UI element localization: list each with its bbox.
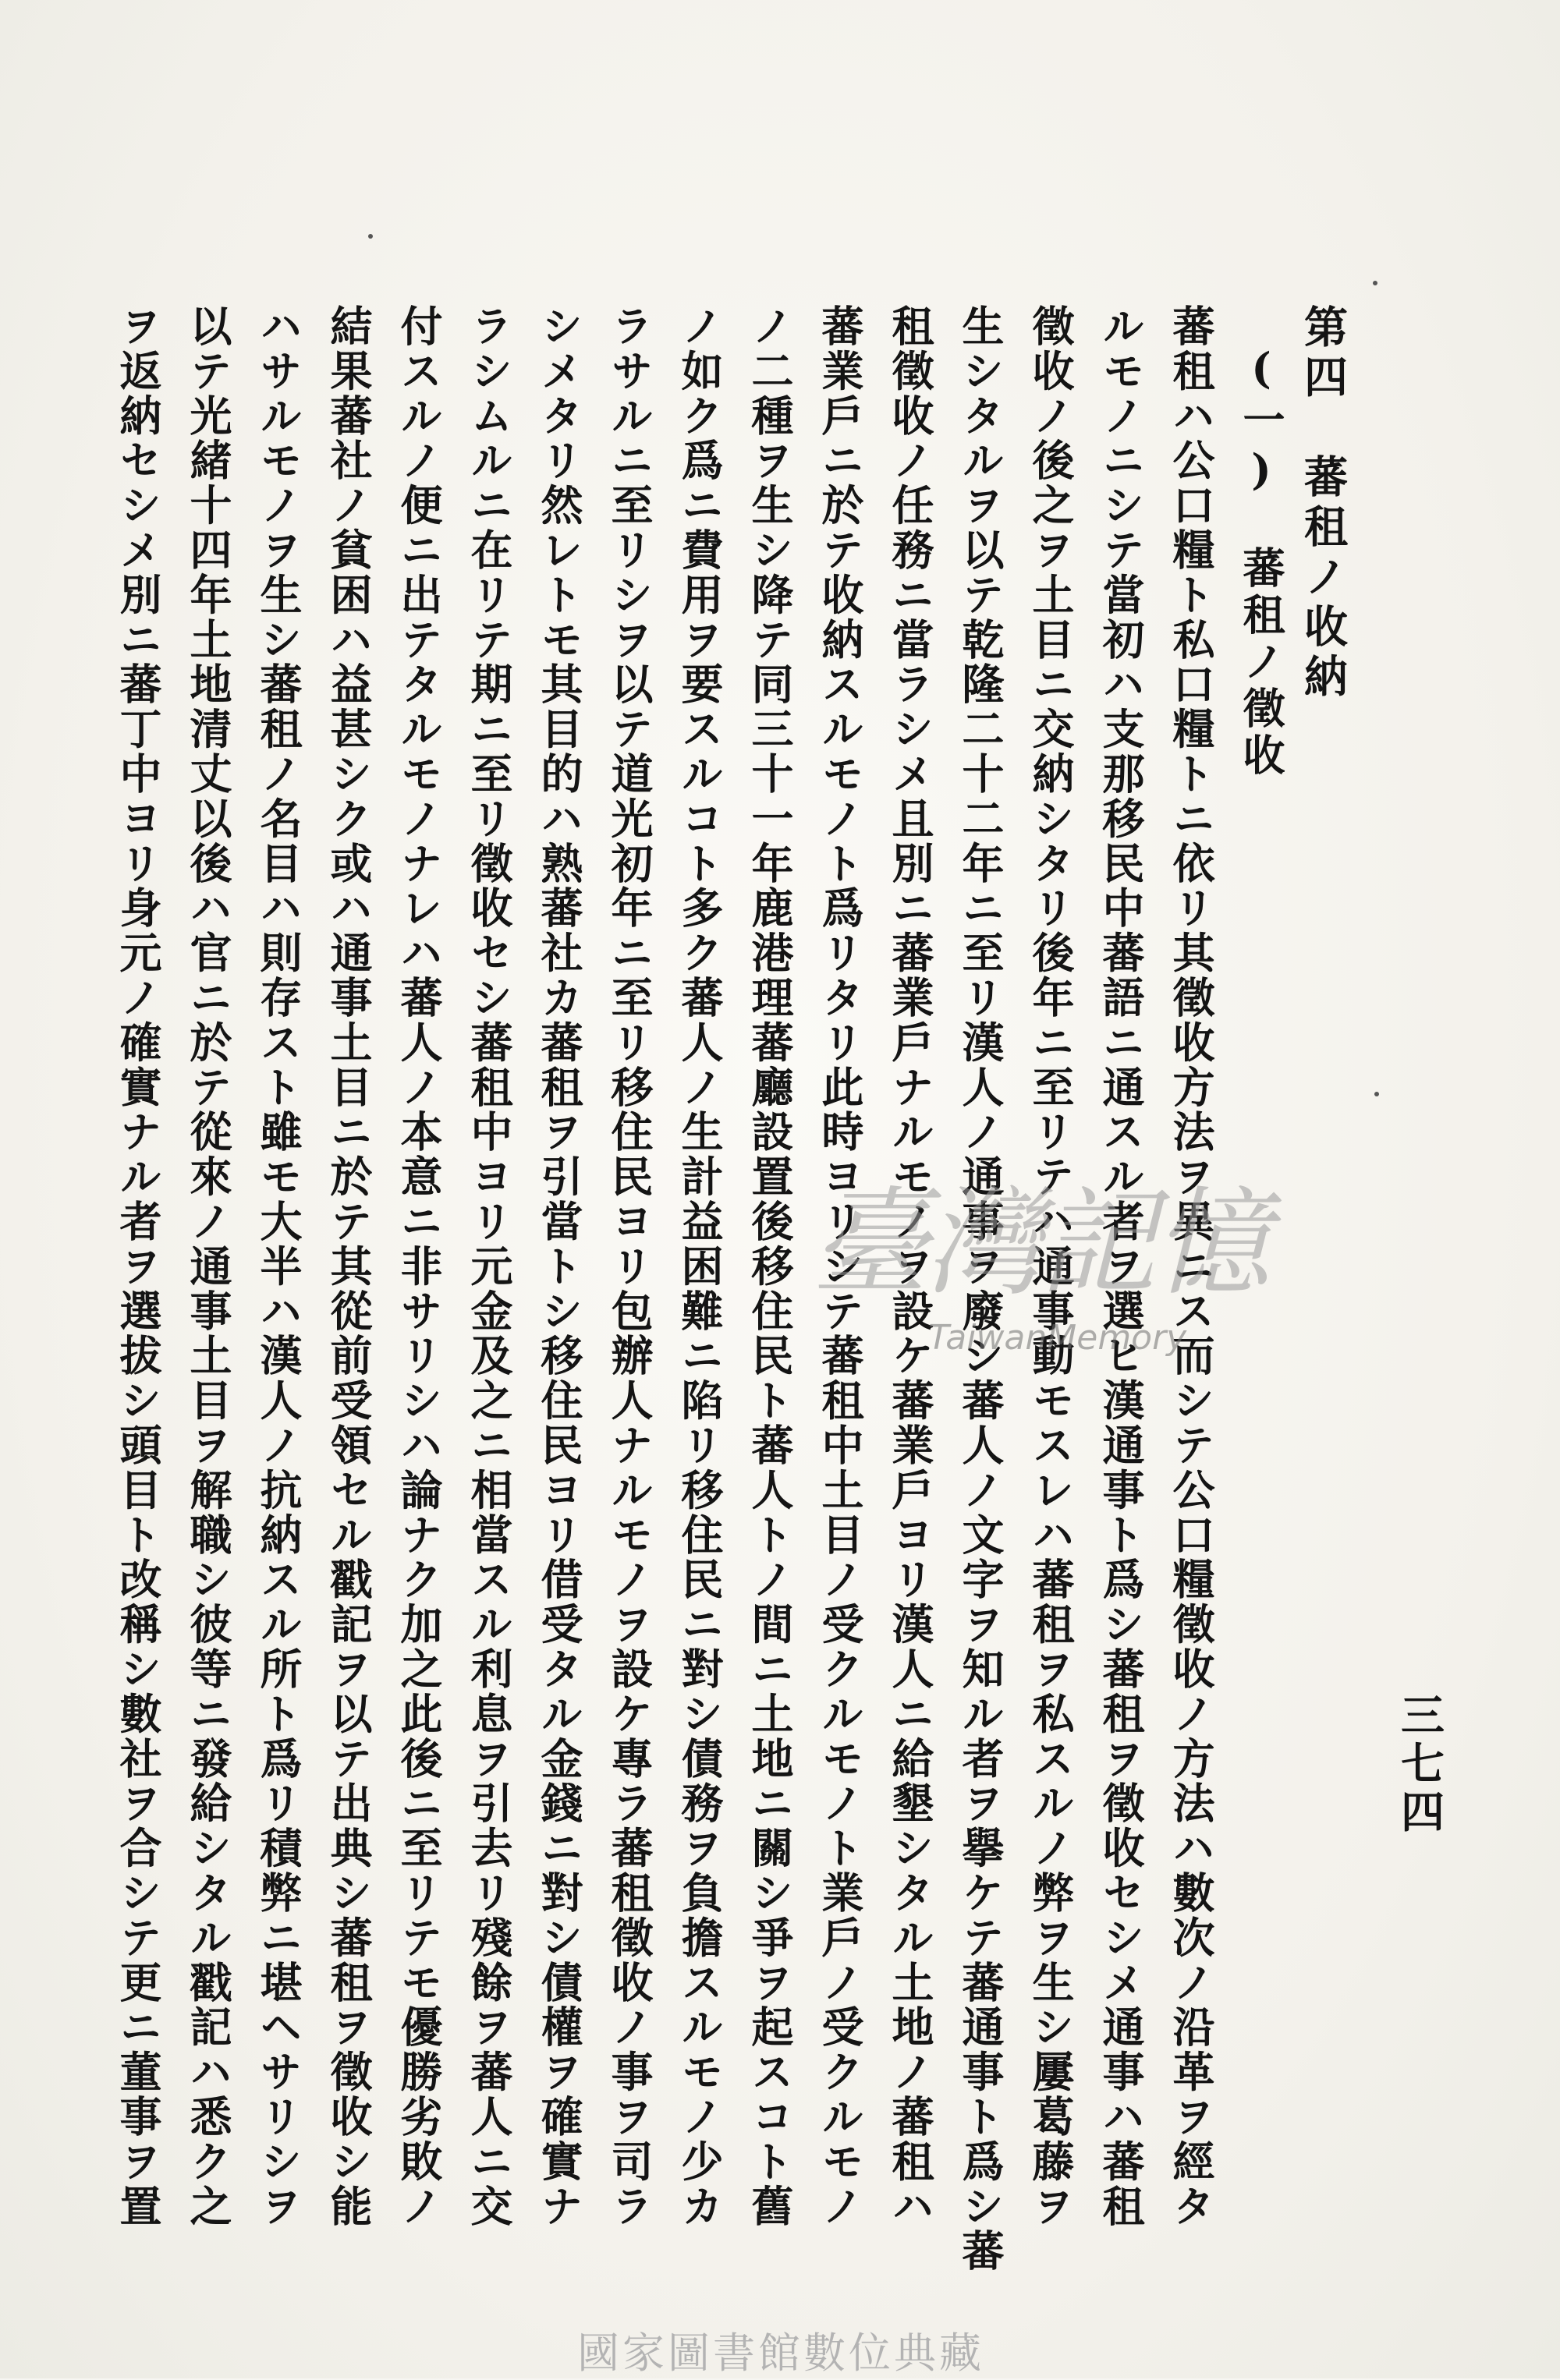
watermark-title: 臺灣記憶 <box>811 1176 1268 1312</box>
text-column: 蕃業戶ニ於テ收納スルモノト爲リタリ此時ヨリシテ蕃租中土目ノ受クルモノト業戶ノ受クルモノ <box>815 304 865 2229</box>
text-column: 生シタルヲ以テ乾隆二十二年ニ至リ漢人ノ通事ヲ廢シ蕃人ノ文字ヲ知ル者ヲ擧ケテ蕃通事ト爲シ蕃 <box>956 304 1005 2274</box>
text-column: 付スルノ便ニ出テタルモノナレハ蕃人ノ本意ニ非サリシハ論ナク加之此後ニ至リテモ優勝劣敗ノ <box>394 304 444 2229</box>
scan-speck <box>1374 1092 1379 1096</box>
subsection-heading: (一) 蕃租ノ徵收 <box>1236 343 1286 780</box>
text-column: シメタリ然レトモ其目的ハ熟蕃社カ蕃租ヲ引當トシ移住民ヨリ借受タル金錢ニ對シ債權ヲ確實ナ <box>534 304 584 2229</box>
text-column: 租徵收ノ任務ニ當ラシメ且別ニ蕃業戶ナルモノヲ設ケ蕃業戶ヨリ漢人ニ給墾シタル土地ノ蕃租ハ <box>885 304 935 2229</box>
text-column: ヲ返納セシメ別ニ蕃丁中ヨリ身元ノ確實ナル者ヲ選拔シ頭目ト改稱シ數社ヲ合シテ更ニ董事ヲ置 <box>113 304 163 2229</box>
text-column: 結果蕃社ノ貧困ハ益甚シク或ハ通事土目ニ於テ其從前受領セル戳記ヲ以テ出典シ蕃租ヲ徵收シ能 <box>324 304 374 2229</box>
scan-speck <box>1373 281 1377 285</box>
text-column: ラサルニ至リシヲ以テ道光初年ニ至リ移住民ヨリ包辦人ナルモノヲ設ケ專ラ蕃租徵收ノ事ヲ司ラ <box>604 304 654 2229</box>
scan-speck <box>368 234 373 239</box>
text-column: 以テ光緒十四年土地清丈以後ハ官ニ於テ從來ノ通事土目ヲ解職シ彼等ニ發給シタル戳記ハ悉ク之 <box>183 304 233 2229</box>
section-heading: 第四 蕃租ノ收納 <box>1297 304 1349 703</box>
watermark-subtitle: TaiwanMemory <box>928 1318 1187 1358</box>
text-column: 徵收ノ後之ヲ土目ニ交納シタリ後年ニ至リテハ通事動モスレハ蕃租ヲ私スルノ弊ヲ生シ屢葛藤ヲ <box>1026 304 1076 2229</box>
footer-stamp: 國家圖書館數位典藏 <box>577 2329 984 2378</box>
text-column: ノ二種ヲ生シ降テ同三十一年鹿港理蕃廳設置後移住民ト蕃人トノ間ニ土地ニ關シ爭ヲ起スコト舊 <box>745 304 795 2229</box>
text-column: 蕃租ハ公口糧ト私口糧トニ依リ其徵收方法ヲ異ニス而シテ公口糧徵收ノ方法ハ數次ノ沿革ヲ經タ <box>1166 304 1216 2229</box>
page-number: 三七四 <box>1394 1692 1445 1837</box>
text-column: ノ如ク爲ニ費用ヲ要スルコト多ク蕃人ノ生計益困難ニ陷リ移住民ニ對シ債務ヲ負擔スルモノ少カ <box>675 304 725 2229</box>
text-column: ラシムルニ在リテ期ニ至リ徵收セシ蕃租中ヨリ元金及之ニ相當スル利息ヲ引去リ殘餘ヲ蕃人ニ交 <box>464 304 514 2229</box>
text-column: ハサルモノヲ生シ蕃租ノ名目ハ則存スト雖モ大半ハ漢人ノ抗納スル所ト爲リ積弊ニ堪ヘサリシヲ <box>254 304 303 2229</box>
text-column: ルモノニシテ當初ハ支那移民中蕃語ニ通スル者ヲ選ヒ漢通事ト爲シ蕃租ヲ徵收セシメ通事ハ蕃租 <box>1096 304 1146 2229</box>
